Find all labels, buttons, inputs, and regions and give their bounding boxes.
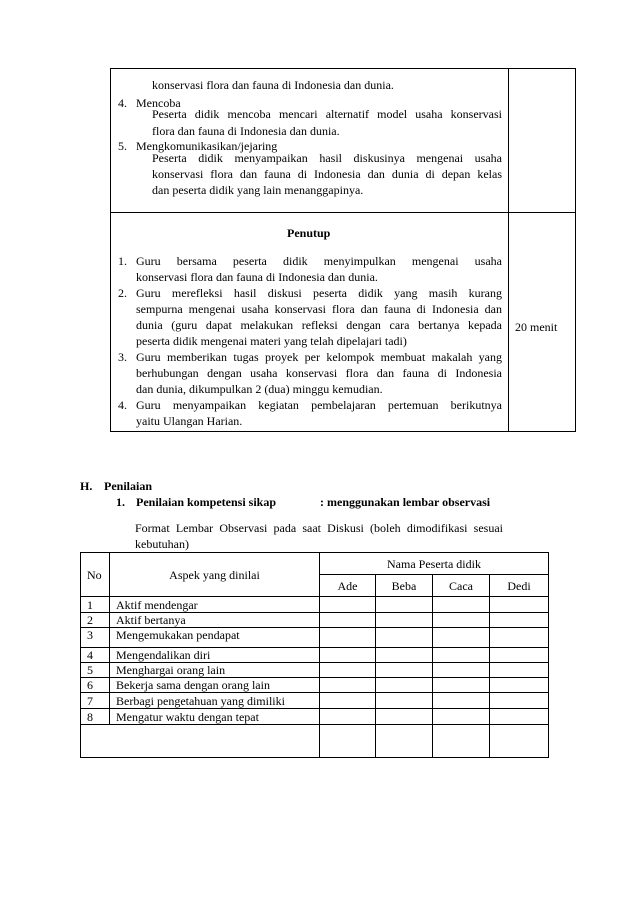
section-letter: H. <box>80 479 93 493</box>
row-no: 2 <box>81 613 110 628</box>
score-cell <box>376 628 433 648</box>
score-cell <box>320 709 376 725</box>
row-aspect: Mengatur waktu dengan tepat <box>110 709 320 725</box>
header-aspect: Aspek yang dinilai <box>110 553 320 597</box>
student-name: Caca <box>433 575 490 597</box>
table-row <box>81 628 549 648</box>
score-cell <box>433 613 490 628</box>
score-cell <box>433 693 490 709</box>
score-cell <box>490 709 549 725</box>
observation-table <box>80 552 549 758</box>
step5-number: 5. <box>118 139 127 153</box>
score-cell <box>376 613 433 628</box>
score-cell <box>376 597 433 613</box>
score-cell <box>376 725 433 758</box>
row-divider <box>111 212 575 213</box>
score-cell <box>320 678 376 693</box>
column-divider <box>508 69 509 431</box>
row-aspect: Menghargai orang lain <box>110 663 320 678</box>
table-row <box>81 613 549 628</box>
closing-item2-line-4: peserta didik mengenai materi yang telah dipelajari tadi) <box>136 334 407 348</box>
closing-item2-line-1: Guru merefleksi hasil diskusi peserta didik yang masih kurang <box>136 286 502 300</box>
row-no: 3 <box>81 628 110 648</box>
student-name: Beba <box>376 575 433 597</box>
closing-duration: 20 menit <box>515 320 558 334</box>
student-name: Ade <box>320 575 376 597</box>
score-cell <box>320 628 376 648</box>
row-no: 7 <box>81 693 110 709</box>
row-aspect: Aktif bertanya <box>110 613 320 628</box>
subsection-method: : menggunakan lembar observasi <box>320 495 491 509</box>
row-no: 8 <box>81 709 110 725</box>
step5-line-2: konservasi flora dan fauna di Indonesia dan dunia di depan kelas <box>152 167 502 181</box>
subsection-title: Penilaian kompetensi sikap <box>136 495 277 509</box>
table-row <box>81 709 549 725</box>
continued-text: konservasi flora dan fauna di Indonesia dan dunia. <box>152 78 394 92</box>
closing-item1-line-1: Guru bersama peserta didik menyimpulkan mengenai usaha <box>136 254 502 268</box>
closing-title: Penutup <box>287 226 331 240</box>
table-row <box>81 693 549 709</box>
score-cell <box>433 628 490 648</box>
empty-row <box>81 725 549 758</box>
step4-line-2: flora dan fauna di Indonesia dan dunia. <box>152 124 340 138</box>
section-title: Penilaian <box>104 479 153 493</box>
step5-title: Mengkomunikasikan/jejaring <box>136 139 278 153</box>
score-cell <box>433 648 490 663</box>
score-cell <box>490 597 549 613</box>
score-cell <box>433 725 490 758</box>
table-row <box>81 597 549 613</box>
score-cell <box>490 678 549 693</box>
table-header-row <box>81 553 549 575</box>
score-cell <box>433 663 490 678</box>
closing-item3-line-1: Guru memberikan tugas proyek per kelompok membuat makalah yang <box>136 350 502 364</box>
score-cell <box>376 693 433 709</box>
step5-line-1: Peserta didik menyampaikan hasil diskusinya mengenai usaha <box>152 151 502 165</box>
score-cell <box>376 648 433 663</box>
score-cell <box>376 663 433 678</box>
format-line-2: kebutuhan) <box>135 537 189 551</box>
score-cell <box>490 648 549 663</box>
row-aspect: Bekerja sama dengan orang lain <box>110 678 320 693</box>
table-row <box>81 648 549 663</box>
row-aspect: Mengendalikan diri <box>110 648 320 663</box>
format-line-1: Format Lembar Observasi pada saat Diskusi (boleh dimodifikasi sesuai <box>135 521 503 535</box>
row-no: 6 <box>81 678 110 693</box>
row-aspect: Berbagi pengetahuan yang dimiliki <box>110 693 320 709</box>
score-cell <box>433 597 490 613</box>
empty-cell <box>81 725 320 758</box>
closing-item3-line-2: berhubungan dengan usaha konservasi flora dan fauna di Indonesia <box>136 366 502 380</box>
closing-item4-number: 4. <box>118 398 127 412</box>
row-no: 1 <box>81 597 110 613</box>
score-cell <box>376 678 433 693</box>
closing-item4-line-2: yaitu Ulangan Harian. <box>136 414 243 428</box>
step4-line-1: Peserta didik mencoba mencari alternatif model usaha konservasi <box>152 107 502 121</box>
step4-number: 4. <box>118 96 127 110</box>
score-cell <box>376 709 433 725</box>
closing-item2-line-2: sempurna mengenai usaha konservasi flora dan fauna di Indonesia dan <box>136 302 502 316</box>
closing-item2-line-3: dunia (guru dapat melakukan refleksi dengan cara bertanya kepada <box>136 318 502 332</box>
score-cell <box>490 628 549 648</box>
score-cell <box>320 725 376 758</box>
row-no: 4 <box>81 648 110 663</box>
closing-item3-line-3: dan dunia, dikumpulkan 2 (dua) minggu kemudian. <box>136 382 383 396</box>
row-aspect: Aktif mendengar <box>110 597 320 613</box>
closing-item1-number: 1. <box>118 254 127 268</box>
step5-line-3: dan peserta didik yang lain menanggapinya. <box>152 183 364 197</box>
score-cell <box>320 693 376 709</box>
table-row <box>81 678 549 693</box>
score-cell <box>320 663 376 678</box>
header-no: No <box>81 553 110 597</box>
score-cell <box>490 725 549 758</box>
row-aspect: Mengemukakan pendapat <box>110 628 320 648</box>
score-cell <box>320 613 376 628</box>
header-students: Nama Peserta didik <box>320 553 549 575</box>
subsection-number: 1. <box>116 495 125 509</box>
table-row <box>81 663 549 678</box>
score-cell <box>490 613 549 628</box>
closing-item2-number: 2. <box>118 286 127 300</box>
student-name: Dedi <box>490 575 549 597</box>
score-cell <box>320 648 376 663</box>
closing-item4-line-1: Guru menyampaikan kegiatan pembelajaran pertemuan berikutnya <box>136 398 502 412</box>
score-cell <box>433 678 490 693</box>
score-cell <box>320 597 376 613</box>
closing-item1-line-2: konservasi flora dan fauna di Indonesia dan dunia. <box>136 270 378 284</box>
score-cell <box>490 693 549 709</box>
score-cell <box>433 709 490 725</box>
step4-title: Mencoba <box>136 96 181 110</box>
score-cell <box>490 663 549 678</box>
row-no: 5 <box>81 663 110 678</box>
closing-item3-number: 3. <box>118 350 127 364</box>
